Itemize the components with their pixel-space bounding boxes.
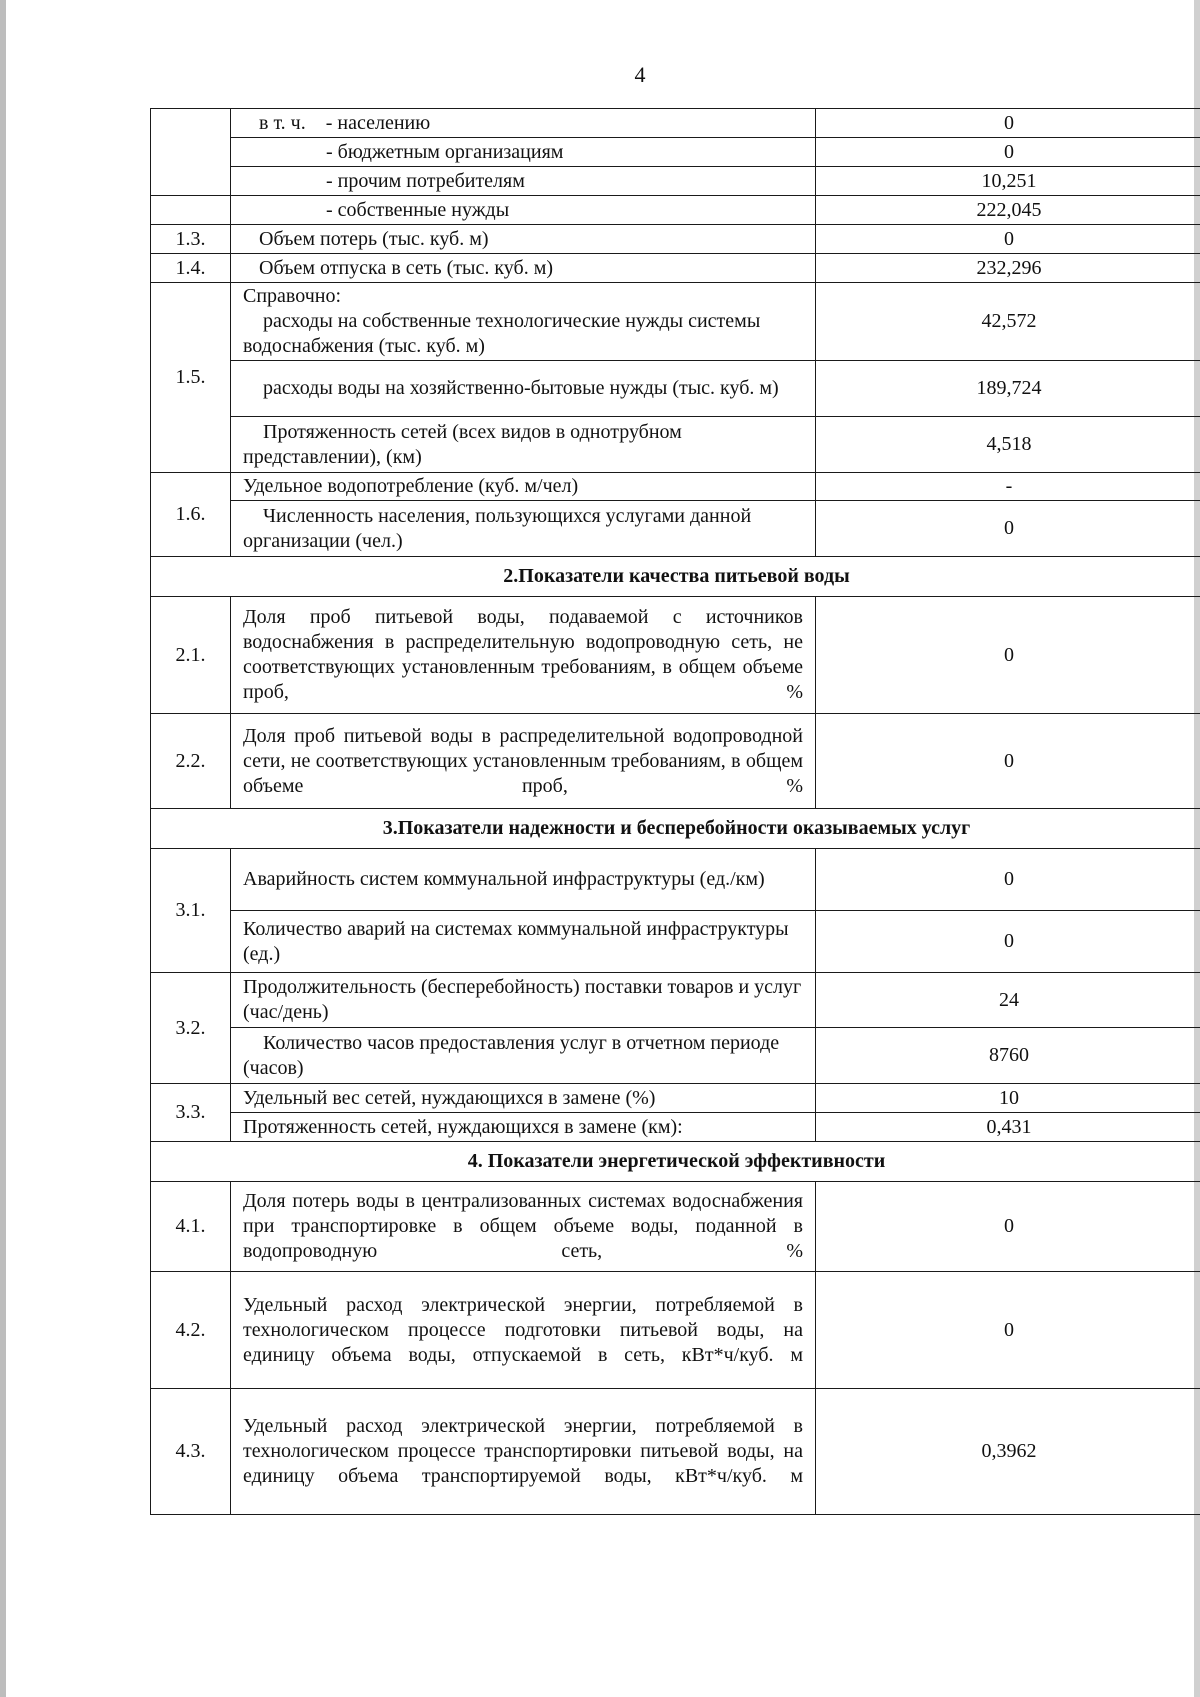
table-row	[151, 196, 1200, 225]
row-label: Удельный расход электрической энергии, потребляемой в технологическом процессе подготовки питьевой воды, на единицу объема воды, отпускаемой в сеть, кВт*ч/куб. м	[231, 1272, 816, 1389]
row-value: 0	[816, 109, 1200, 138]
row-value: 222,045	[816, 196, 1200, 225]
row-value: 232,296	[816, 254, 1200, 283]
row-label: Численность населения, пользующихся услугами данной организации (чел.)	[231, 501, 816, 557]
table-row	[151, 167, 1200, 196]
table-row	[151, 1028, 1200, 1084]
table-row	[151, 1182, 1200, 1272]
table-row	[151, 1389, 1200, 1515]
table-row	[151, 109, 1200, 138]
row-label: Аварийность систем коммунальной инфраструктуры (ед./км)	[231, 849, 816, 911]
section-header-row	[151, 1142, 1200, 1182]
row-label: Продолжительность (бесперебойность) поставки товаров и услуг (час/день)	[231, 973, 816, 1028]
row-label: Количество часов предоставления услуг в отчетном периоде (часов)	[231, 1028, 816, 1084]
row-value: 0,3962	[816, 1389, 1200, 1515]
row-number: 4.2.	[151, 1272, 231, 1389]
row-value: 0,431	[816, 1113, 1200, 1142]
table-row	[151, 1113, 1200, 1142]
row-number: 3.3.	[151, 1084, 231, 1142]
row-value: 42,572	[816, 283, 1200, 361]
table-row	[151, 473, 1200, 501]
row-value: 8760	[816, 1028, 1200, 1084]
row-label: Доля проб питьевой воды, подаваемой с источников водоснабжения в распределительную водопроводную сеть, не соответствующих установленным требованиям, в общем объеме проб, %	[231, 597, 816, 714]
row-value: 0	[816, 225, 1200, 254]
table-row	[151, 138, 1200, 167]
row-value: 10,251	[816, 167, 1200, 196]
row-number: 2.2.	[151, 714, 231, 809]
indicators-table	[150, 108, 1200, 1515]
row-number: 1.6.	[151, 473, 231, 557]
row-label: Доля потерь воды в централизованных системах водоснабжения при транспортировке в общем объеме воды, поданной в водопроводную сеть, %	[231, 1182, 816, 1272]
row-label: расходы воды на хозяйственно-бытовые нужды (тыс. куб. м)	[231, 361, 816, 417]
row-label: Удельный расход электрической энергии, потребляемой в технологическом процессе транспортировки питьевой воды, на единицу объема транспортируемой воды, кВт*ч/куб. м	[231, 1389, 816, 1515]
table-row	[151, 417, 1200, 473]
row-number: 1.3.	[151, 225, 231, 254]
row-value: 0	[816, 849, 1200, 911]
table-row	[151, 849, 1200, 911]
row-label: - прочим потребителям	[231, 167, 816, 196]
table-row	[151, 973, 1200, 1028]
row-number: 1.5.	[151, 283, 231, 473]
table-row	[151, 1272, 1200, 1389]
row-value: 0	[816, 138, 1200, 167]
section-header-row	[151, 809, 1200, 849]
row-label: Объем потерь (тыс. куб. м)	[231, 225, 816, 254]
row-number: 4.3.	[151, 1389, 231, 1515]
row-label: Удельный вес сетей, нуждающихся в замене (%)	[231, 1084, 816, 1113]
row-label: Удельное водопотребление (куб. м/чел)	[231, 473, 816, 501]
row-number-cell	[151, 196, 231, 225]
row-value: 0	[816, 1182, 1200, 1272]
row-value: 0	[816, 1272, 1200, 1389]
row-label: Протяженность сетей (всех видов в однотрубном представлении), (км)	[231, 417, 816, 473]
scan-edge-left	[0, 0, 6, 1697]
row-value: 0	[816, 714, 1200, 809]
page-number: 4	[634, 62, 646, 87]
row-value: 189,724	[816, 361, 1200, 417]
row-label: Протяженность сетей, нуждающихся в замене (км):	[231, 1113, 816, 1142]
row-value: -	[816, 473, 1200, 501]
row-label: Количество аварий на системах коммунальной инфраструктуры (ед.)	[231, 911, 816, 973]
row-value: 0	[816, 597, 1200, 714]
row-value: 24	[816, 973, 1200, 1028]
row-number: 4.1.	[151, 1182, 231, 1272]
row-number-cell	[151, 109, 231, 196]
section-header-row	[151, 557, 1200, 597]
section-title: 4. Показатели энергетической эффективности	[151, 1142, 1200, 1182]
table-row	[151, 714, 1200, 809]
section-title: 3.Показатели надежности и бесперебойности оказываемых услуг	[151, 809, 1200, 849]
table-row	[151, 225, 1200, 254]
table-row	[151, 501, 1200, 557]
row-number: 3.1.	[151, 849, 231, 973]
table-row	[151, 361, 1200, 417]
row-value: 10	[816, 1084, 1200, 1113]
indicators-document	[150, 108, 1200, 1515]
row-value: 4,518	[816, 417, 1200, 473]
table-row	[151, 1084, 1200, 1113]
row-number: 2.1.	[151, 597, 231, 714]
row-number: 1.4.	[151, 254, 231, 283]
section-title: 2.Показатели качества питьевой воды	[151, 557, 1200, 597]
row-value: 0	[816, 911, 1200, 973]
row-label: - бюджетным организациям	[231, 138, 816, 167]
row-label: Доля проб питьевой воды в распределительной водопроводной сети, не соответствующих установленным требованиям, в общем объеме проб, %	[231, 714, 816, 809]
table-row	[151, 254, 1200, 283]
row-value: 0	[816, 501, 1200, 557]
row-label: - собственные нужды	[231, 196, 816, 225]
row-label: Справочно: расходы на собственные технологические нужды системы водоснабжения (тыс. куб. м)	[231, 283, 816, 361]
row-label: Объем отпуска в сеть (тыс. куб. м)	[231, 254, 816, 283]
table-row	[151, 597, 1200, 714]
table-row	[151, 283, 1200, 361]
row-label: в т. ч. - населению	[231, 109, 816, 138]
row-number: 3.2.	[151, 973, 231, 1084]
table-row	[151, 911, 1200, 973]
